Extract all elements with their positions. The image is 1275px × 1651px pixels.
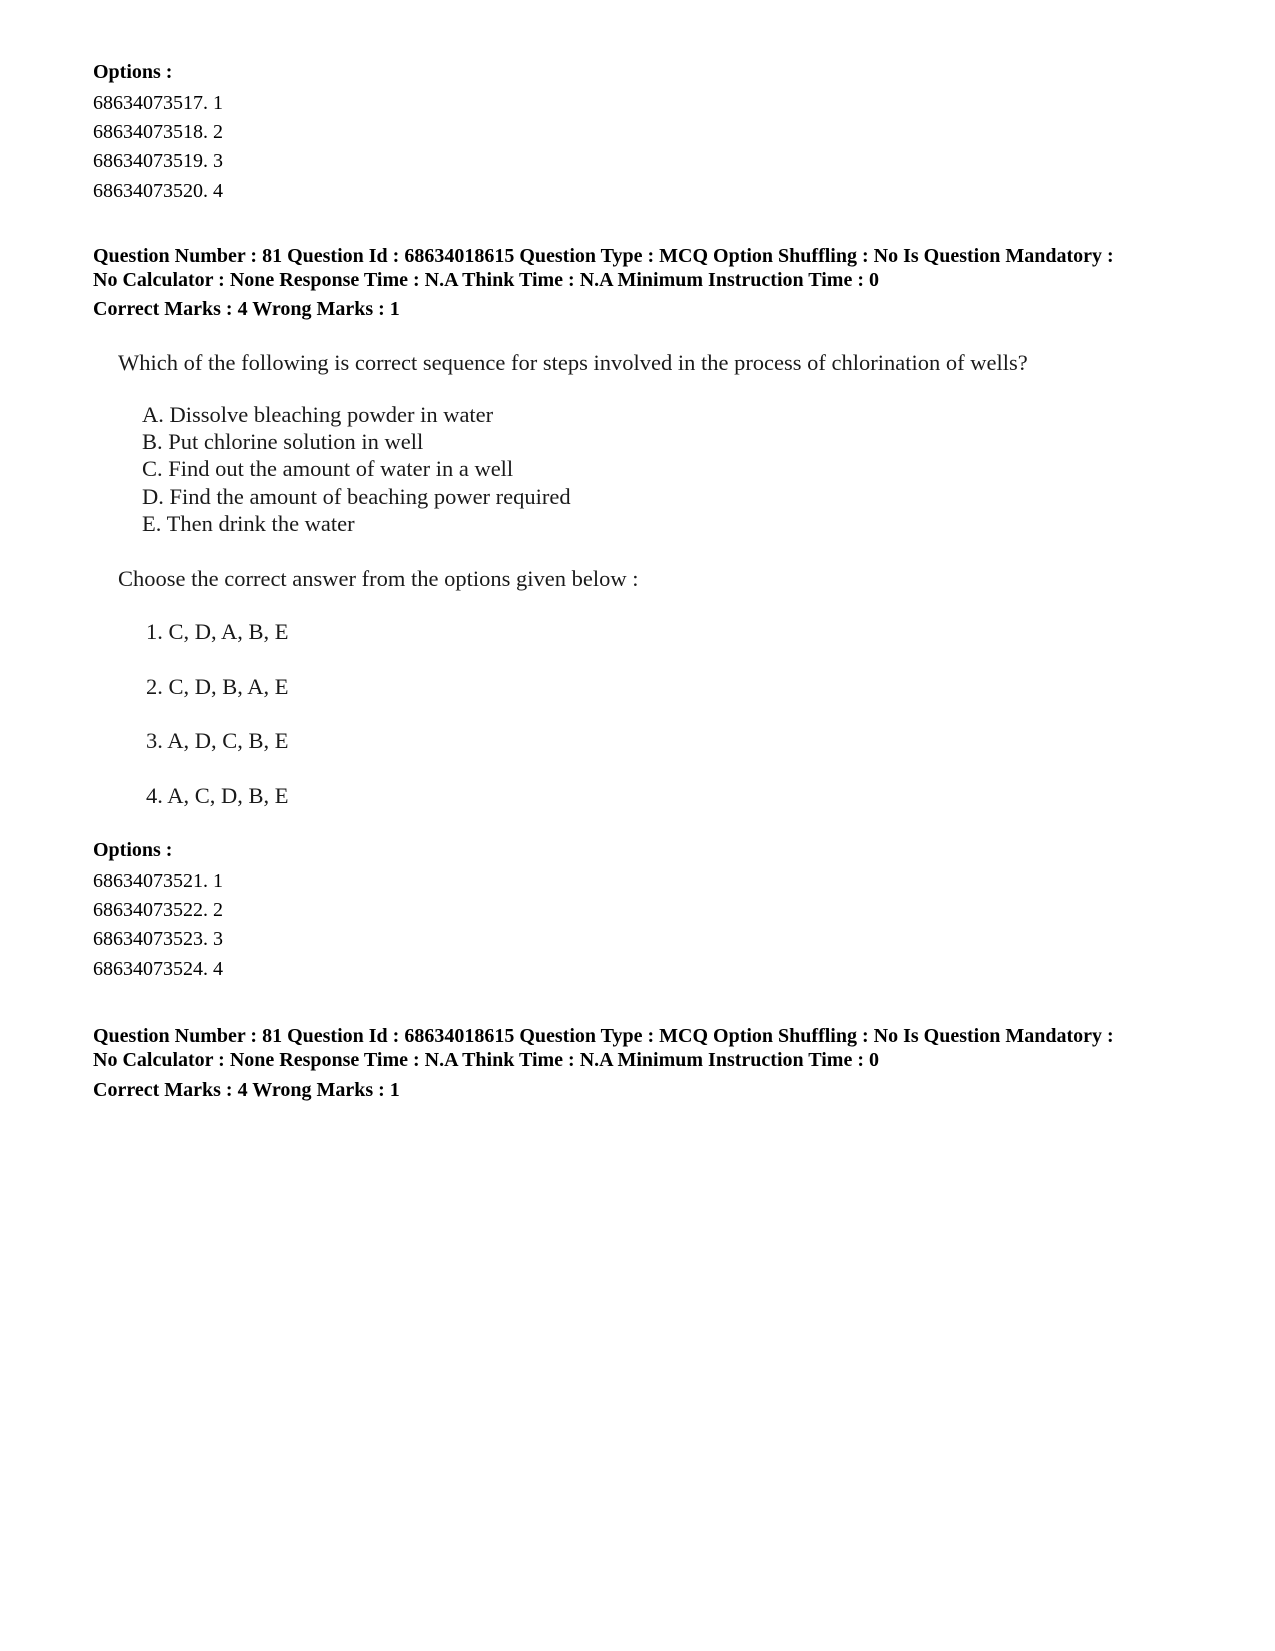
step-item: D. Find the amount of beaching power required — [142, 483, 571, 509]
question-header-line: Question Number : 81 Question Id : 68634018615 Question Type : MCQ Option Shuffling : No Is Question Mandatory : — [93, 245, 1114, 267]
option-item: 68634073520. 4 — [93, 179, 223, 202]
step-item: A. Dissolve bleaching powder in water — [142, 402, 494, 427]
step-item: C. Find out the amount of water in a well — [142, 456, 514, 482]
choose-prompt: Choose the correct answer from the options given below : — [118, 566, 639, 591]
step-item: E. Then drink the water — [142, 510, 355, 536]
question-header-line: Question Number : 81 Question Id : 68634018615 Question Type : MCQ Option Shuffling : No Is Question Mandatory : — [93, 1025, 1114, 1047]
question-marks: Correct Marks : 4 Wrong Marks : 1 — [93, 298, 400, 320]
answer-choices-list — [146, 618, 289, 836]
option-item: 68634073518. 2 — [93, 121, 223, 144]
options-heading: Options : — [93, 61, 173, 83]
answer-choice: 1. C, D, A, B, E — [146, 619, 289, 644]
question-text: Which of the following is correct sequence for steps involved in the process of chlorination of wells? — [118, 350, 1028, 375]
question-header-line: No Calculator : None Response Time : N.A Think Time : N.A Minimum Instruction Time : 0 — [93, 1049, 879, 1071]
question-header-line: No Calculator : None Response Time : N.A Think Time : N.A Minimum Instruction Time : 0 — [93, 269, 879, 291]
option-item: 68634073523. 3 — [93, 928, 223, 951]
options-heading: Options : — [93, 839, 173, 861]
option-item: 68634073524. 4 — [93, 957, 223, 980]
answer-choice: 2. C, D, B, A, E — [146, 673, 289, 699]
option-item: 68634073519. 3 — [93, 150, 223, 173]
question-marks: Correct Marks : 4 Wrong Marks : 1 — [93, 1079, 400, 1101]
option-item: 68634073521. 1 — [93, 870, 223, 892]
options-list — [93, 89, 223, 206]
answer-choice: 3. A, D, C, B, E — [146, 728, 289, 754]
options-list — [93, 867, 223, 984]
answer-choice: 4. A, C, D, B, E — [146, 782, 289, 808]
step-item: B. Put chlorine solution in well — [142, 429, 424, 455]
option-item: 68634073522. 2 — [93, 899, 223, 922]
option-item: 68634073517. 1 — [93, 92, 223, 114]
question-steps-list — [142, 401, 571, 537]
